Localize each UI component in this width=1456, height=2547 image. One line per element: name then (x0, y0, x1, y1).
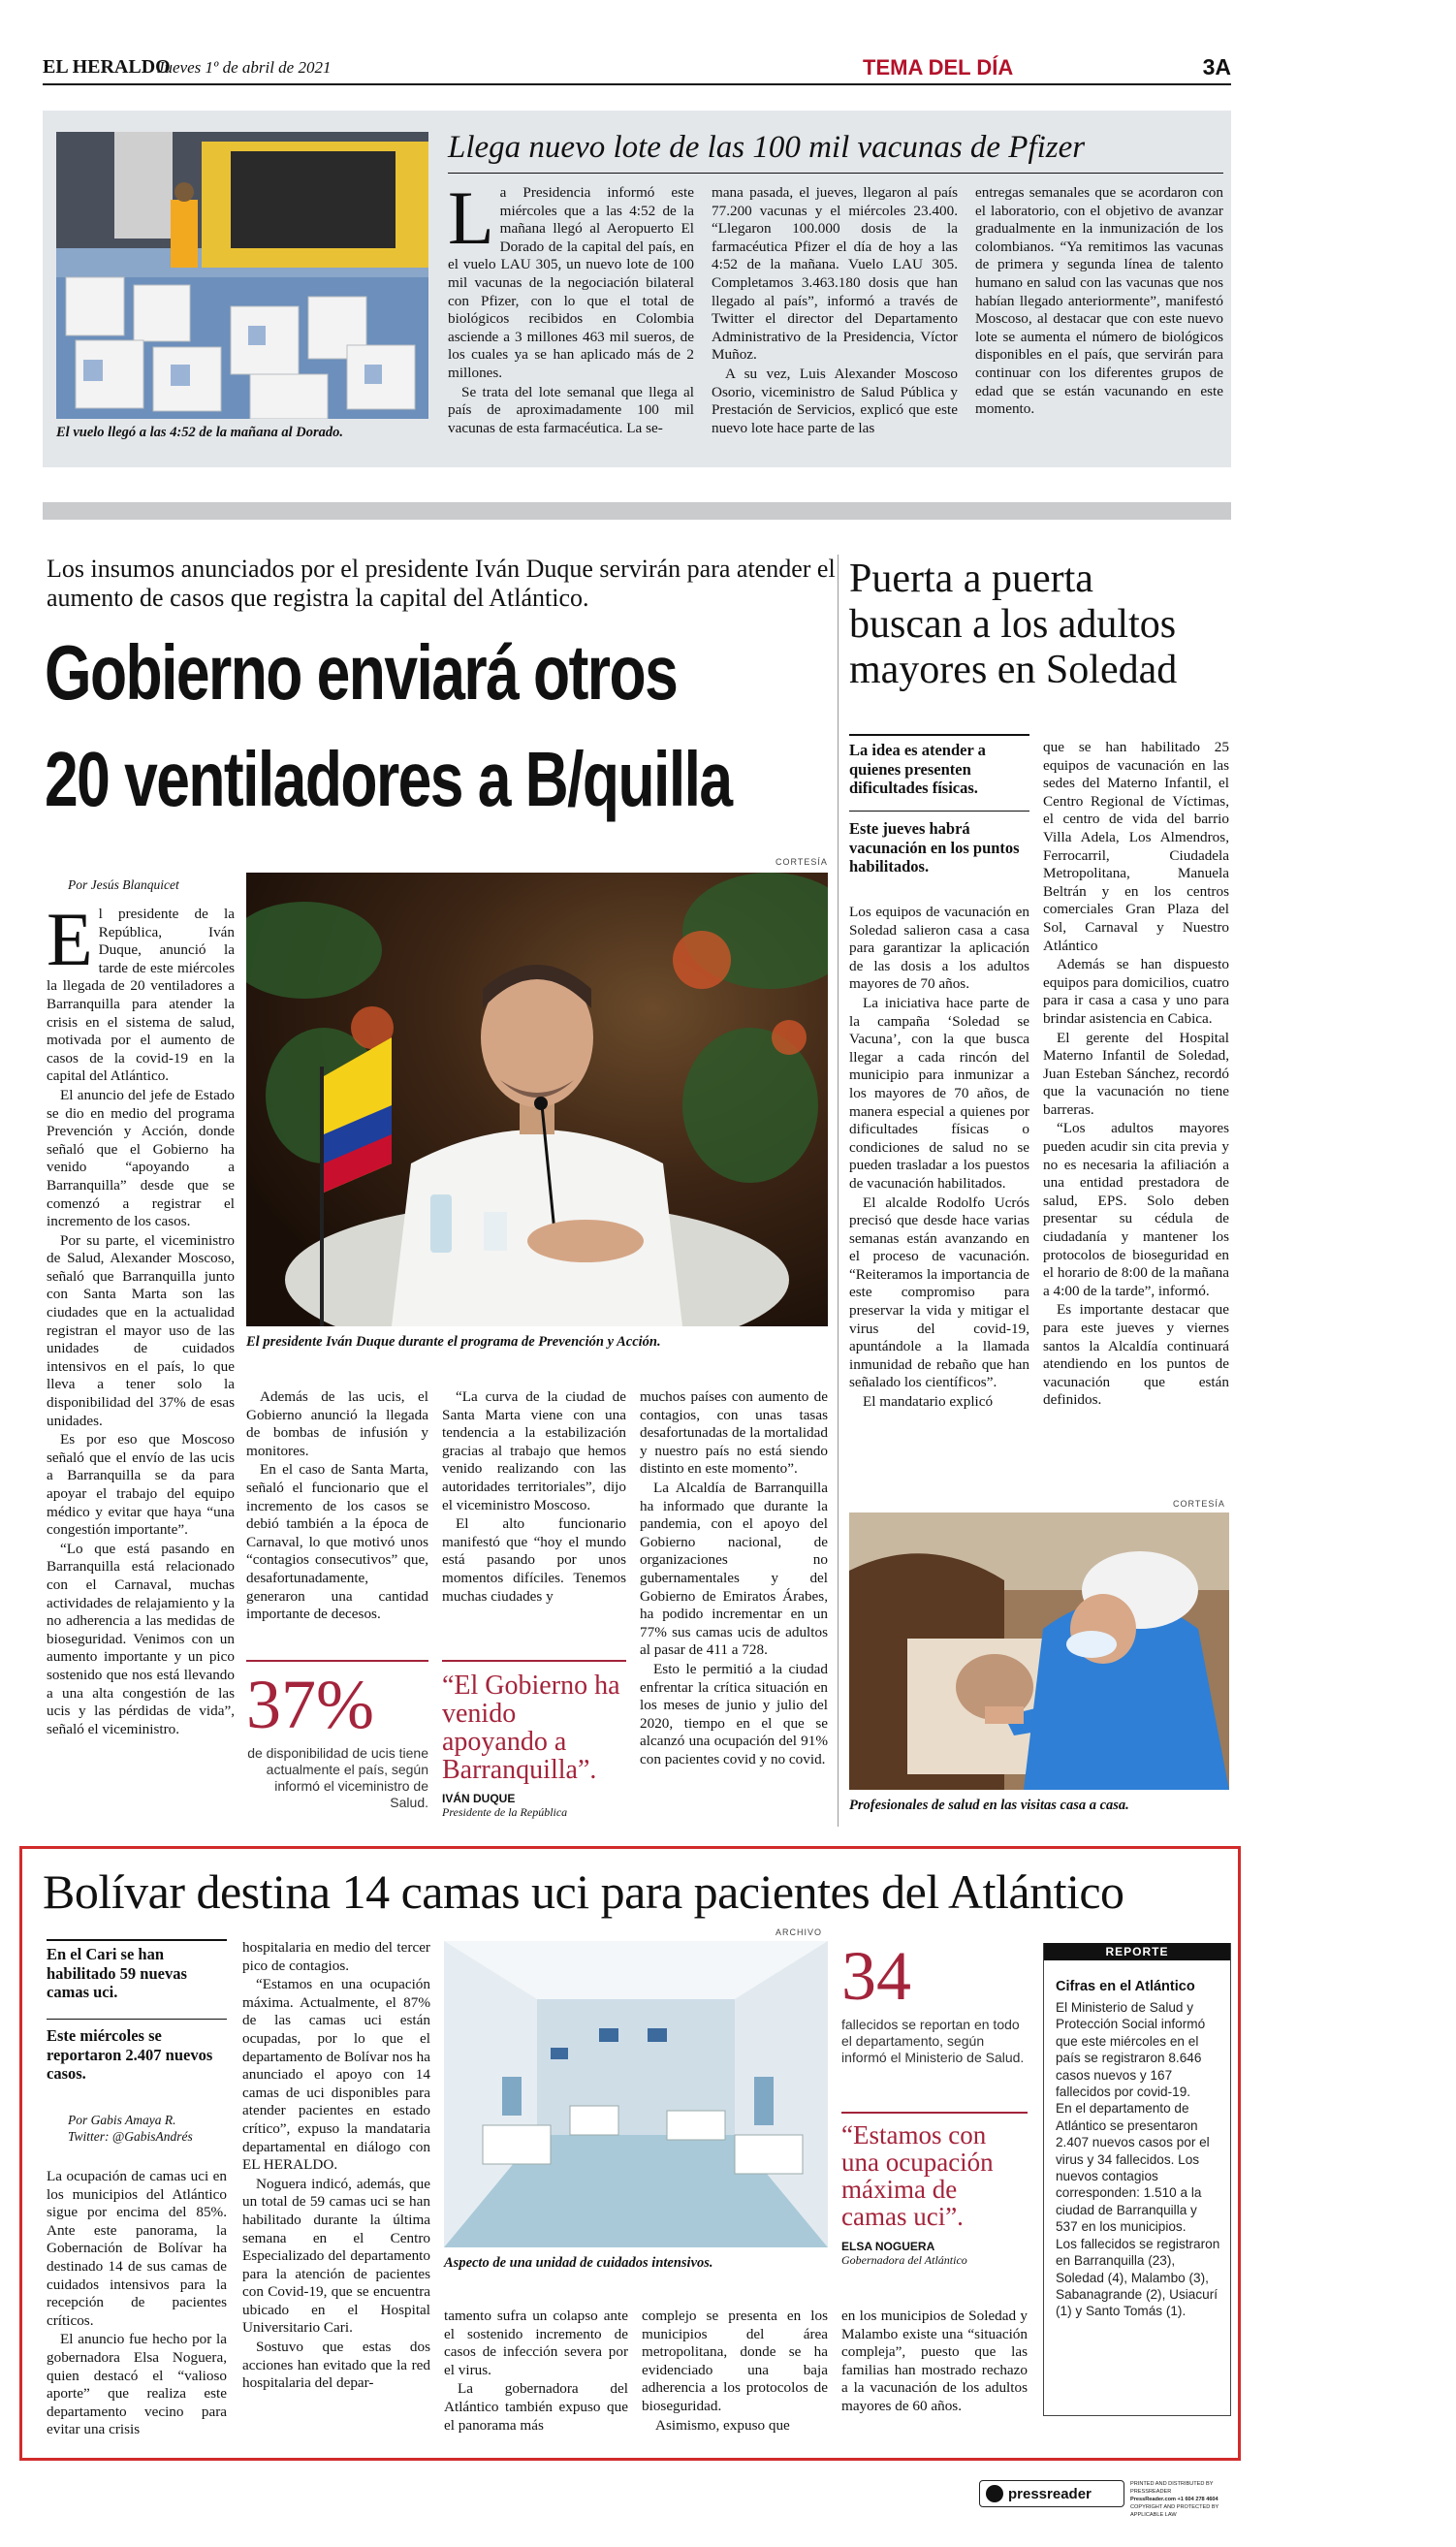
bolivar-byline (68, 2112, 193, 2145)
main-headline-line1: Gobierno enviará otros (45, 629, 678, 716)
section-title: TEMA DEL DÍA (863, 55, 1014, 80)
side-col1-p2: La iniciativa hace parte de la campaña ‘Soledad se Vacuna’, con la que busca llegar a cada rincón del municipio para inmunizar a los mayores de 70 años, de manera especial a quienes por dificultades físicas o condiciones de salud no se pueden trasladar a los puestos de vacunación habilitados. (849, 994, 1029, 1192)
main-col1-p3: Por su parte, el viceministro de Salud, Alexander Moscoso, señaló que Barranquilla junto con Santa Marta son las ciudades que en la actualidad registran el mayor uso de las unidades de cuidados intensivos en el país, lo que lleva a tener solo la disponibilidad del 37% de esas unidades. (47, 1231, 235, 1429)
side-headline-l1: Puerta a puerta (849, 557, 1093, 601)
page-number: 3A (1202, 54, 1231, 80)
bolivar-quote-box (841, 2121, 1028, 2268)
side-bullet-rule1 (849, 734, 1029, 736)
side-col1-p3: El alcalde Rodolfo Ucrós precisó que desde hace varias semanas están avanzando en el proceso de vacunación. “Reiteramos la importancia de este compromiso para preservar la vida y mitigar el virus del covid-19, apuntándole a la llamada inmunidad de rebaño que han señalado los científicos”. (849, 1194, 1029, 1391)
pressreader-legal (1130, 2480, 1241, 2519)
side-col2-p2: Además se han dispuesto equipos para domicilios, cuatro para ir casa a casa y uno para brindar asistencia en Cabica. (1043, 956, 1229, 1027)
main-stat-text: de disponibilidad de ucis tiene actualmente el país, según informó el viceministro de Salud. (247, 1745, 428, 1810)
main-caption: El presidente Iván Duque durante el programa de Prevención y Acción. (246, 1334, 661, 1350)
main-stat-rule (246, 1660, 428, 1662)
report-label: REPORTE (1044, 1943, 1230, 1960)
bolivar-col3 (444, 2308, 628, 2435)
bolivar-quote-rule (841, 2112, 1028, 2114)
top-col1-p2: Se trata del lote semanal que llega al país de aproximadamente 100 mil vacunas de esta farmacéutica. La se- (448, 383, 694, 436)
bolivar-col4 (642, 2308, 828, 2435)
bolivar-byline-name: Por Gabis Amaya R. (68, 2113, 176, 2127)
pressreader-line2: PressReader.com +1 604 278 4604 (1130, 2497, 1219, 2502)
main-quote-rule (442, 1660, 626, 1662)
pressreader-line1: PRINTED AND DISTRIBUTED BY PRESSREADER (1130, 2481, 1214, 2495)
report-p2: En el departamento de Atlántico se presentaron 2.407 nuevos casos por el virus y 34 fallecidos. Los nuevos contagios corresponden: 1.510 a la ciudad de Barranquilla y 537 en los municipios. (1056, 2101, 1210, 2235)
side-col2 (1043, 739, 1229, 1410)
issue-date: Jueves 1º de abril de 2021 (157, 58, 332, 77)
pressreader-brand: pressreader (1008, 2485, 1092, 2502)
bolivar-bullet-rule1 (47, 1939, 227, 1941)
report-box (1043, 1943, 1231, 2416)
side-col2-p4: “Los adultos mayores pueden acudir sin cita previa y no es necesaria la afiliación a una entidad prestadora de salud, EPS. Solo deben presentar su cédula de ciudadanía y mantener los protocolos de bioseguridad en el horario de 8:00 de la mañana a 4:00 de la tarde”, informó. (1043, 1120, 1229, 1299)
bolivar-stat-box (841, 1939, 1028, 2066)
bolivar-col3-p1: tamento sufra un colapso ante el sostenido incremento de casos de infección severa por el virus. (444, 2308, 628, 2378)
top-col3-p1: entregas semanales que se acordaron con el laboratorio, con el objetivo de avanzar gradualmente en la inmunización de los colombianos. “Ya remitimos las vacunas de primera y segunda línea de talento humano en salud con las vacunas que nos habían llegado anteriormente”, manifestó Moscoso, al destacar que con este nuevo lote se aumenta el número de biológicos disponibles en el país, que servirán para continuar con los diferentes grupos de edad que se están vacunando en este momento. (975, 184, 1223, 418)
bolivar-quote-text: “Estamos con una ocupación máxima de camas uci”. (841, 2120, 994, 2231)
pressreader-logo (979, 2480, 1124, 2507)
side-col2-p3: El gerente del Hospital Materno Infantil de Soledad, Juan Esteban Sánchez, recordó que la vacunación no tiene barreras. (1043, 1029, 1229, 1118)
main-stat-value: 37% (246, 1666, 374, 1743)
report-body (1056, 1999, 1222, 2320)
bolivar-photo-credit: ARCHIVO (775, 1927, 823, 1937)
side-col1-p1: Los equipos de vacunación en Soledad salieron casa a casa para garantizar la aplicación de las dosis a los adultos mayores de 70 años. (849, 904, 1029, 993)
bolivar-bullet-rule2 (47, 2019, 227, 2020)
main-quote-box (442, 1660, 626, 1820)
main-col1-p5: “Lo que está pasando en Barranquilla está relacionado con el Carnaval, muchas actividades de relajamiento y la no adherencia a las medidas de bioseguridad. Venimos con un aumento importante y un pico sostenido que nos está llevando a una alta congestión de las ucis y las pérdidas de vida”, señaló el viceministro. (47, 1540, 235, 1737)
side-photo (849, 1512, 1229, 1790)
main-col2-p1: Además de las ucis, el Gobierno anunció la llegada de bombas de infusión y monitores. (246, 1388, 428, 1459)
side-bullet2: Este jueves habrá vacunación en los puntos habilitados. (849, 819, 1020, 876)
bolivar-stat-text: fallecidos se reportan en todo el departamento, según informó el Ministerio de Salud. (841, 2017, 1025, 2065)
main-photo-credit: CORTESÍA (775, 857, 828, 867)
main-col4-p3: Esto le permitió a la ciudad enfrentar la crítica situación en los meses de junio y julio del 2020, tiempo en el que se alcanzó una ocupación del 91% con pacientes covid y no covid. (640, 1660, 828, 1767)
main-col3-p2: El alto funcionario manifestó que “hoy el mundo está pasando por unos momentos difíciles. Tenemos muchas ciudades y (442, 1515, 626, 1605)
top-headline-rule (448, 173, 1223, 174)
main-col3-p1: “La curva de la ciudad de Santa Marta viene con una tendencia a la estabilización gracias al trabajo que hemos venido realizando con las autoridades territoriales”, dijo el viceministro Moscoso. (442, 1388, 626, 1513)
bolivar-col1-p2: El anuncio fue hecho por la gobernadora Elsa Noguera, quien destacó el “valioso aporte” que realiza este departamento vecino para evitar una crisis (47, 2331, 227, 2438)
top-col2-p1: mana pasada, el jueves, llegaron al país 77.200 vacunas y el miércoles 23.400. “Llegaron 100.000 dosis de la farmacéutica Pfizer el día de hoy a las 4:52 de la mañana. Vuelo LAU 305. Completamos 3.463.180 dosis que han llegado al país”, informó a través de Twitter el director del Departamento Administrativo de la Presidencia, Víctor Muñoz. (712, 184, 958, 364)
main-col1-p4: Es por eso que Moscoso señaló que el envío de las ucis a Barranquilla se da para apoyar el trabajo del equipo médico y evitar que haya “una congestión importante”. (47, 1431, 235, 1539)
pressreader-footer (979, 2476, 1241, 2518)
bolivar-bullet2: Este miércoles se reportaron 2.407 nuevos casos. (47, 2026, 213, 2083)
bolivar-col4-p1: complejo se presenta en los municipios del área metropolitana, donde se ha evidenciado una baja adherencia a los protocolos de bioseguridad. (642, 2308, 828, 2414)
side-bullet-rule2 (849, 811, 1029, 812)
report-title: Cifras en el Atlántico (1056, 1979, 1195, 1994)
side-photo-credit: CORTESÍA (1173, 1499, 1225, 1509)
side-headline-l2: buscan a los adultos (849, 602, 1177, 647)
main-col3 (442, 1388, 626, 1606)
bolivar-col2-p2: “Estamos en una ocupación máxima. Actualmente, el 87% de las camas uci están ocupadas, por lo que el departamento de Bolívar nos ha anunciado el apoyo con 14 camas de uci disponibles para atender pacientes en estado crítico”, expuso la mandataria departamental en diálogo con EL HERALDO. (242, 1976, 430, 2174)
pressreader-icon (986, 2485, 1003, 2502)
top-col1-p1: a Presidencia informó este miércoles que a las 4:52 de la mañana llegó al Aeropuerto El Dorado de la capital del país, en el vuelo LAU 305, un nuevo lote de 100 mil vacunas de la negociación bilateral con Pfizer, con lo que el total de biológicos recibidos en Colombia asciende a 3 millones 463 mil sueros, de los cuales ya se han aplicado más de 2 millones. (448, 184, 694, 381)
side-caption: Profesionales de salud en las visitas casa a casa. (849, 1798, 1129, 1813)
main-quote-text: “El Gobierno ha venido apoyando a Barranquilla”. (442, 1671, 620, 1785)
side-col2-p1: que se han habilitado 25 equipos de vacunación en las sedes del Materno Infantil, el Centro Regional de Víctimas, el centro de vida del barrio Villa Adela, Los Almendros, Ferrocarril, Ciudadela Metropolitana, Manuela Beltrán y en los centros comerciales Gran Plaza del Sol, Carnaval y Nuestro Atlántico (1043, 739, 1229, 954)
bolivar-col3-p2: La gobernadora del Atlántico también expuso que el panorama más (444, 2380, 628, 2434)
top-story-col1 (448, 175, 694, 437)
main-col4-p2: La Alcaldía de Barranquilla ha informado que durante la pandemia, con el apoyo del Gobierno nacional, de organizaciones no gubernamentales y del Gobierno de Emiratos Árabes, ha podido incrementar en un 77% sus camas ucis de adultos al pasar de 411 a 728. (640, 1479, 828, 1659)
main-headline-line2: 20 ventiladores a B/quilla (45, 736, 732, 822)
main-col1 (47, 897, 235, 1738)
page-header (43, 54, 1231, 83)
bolivar-col2-p1: hospitalaria en medio del tercer pico de contagios. (242, 1939, 430, 1974)
side-headline (849, 557, 1231, 693)
report-p3: Los fallecidos se registraron en Barranquilla (23), Soledad (4), Malambo (3), Sabanagrande (2), Usiacurí (1) y Santo Tomás (1). (1056, 2236, 1220, 2319)
bolivar-quote-role: Gobernadora del Atlántico (841, 2253, 967, 2267)
header-rule (43, 83, 1231, 85)
top-col2-p2: A su vez, Luis Alexander Moscoso Osorio, viceministro de Salud Pública y Prestación de Servicios, explicó que este nuevo lote hace parte de las (712, 365, 958, 436)
main-stat-box (246, 1660, 428, 1811)
bolivar-col2 (242, 1939, 430, 2393)
section-band (43, 502, 1231, 520)
bolivar-col2-p3: Noguera indicó, además, que un total de 59 camas uci se han habilitado durante la última semana en el Centro Especializado del departamento para la atención de pacientes con Covid-19, que se encuentra ubicado en el Hospital Universitario Cari. (242, 2175, 430, 2337)
bolivar-photo (444, 1941, 828, 2247)
report-p1: El Ministerio de Salud y Protección Social informó que este miércoles en el país se registraron 8.646 casos nuevos y 167 fallecidos por covid-19. (1056, 2000, 1206, 2100)
paper-name: EL HERALDO (43, 56, 171, 78)
main-quote-author: IVÁN DUQUE (442, 1792, 516, 1805)
main-col2-p2: En el caso de Santa Marta, señaló el funcionario que el incremento de los casos se debió también a la época de Carnaval, lo que motivó unos “contagios consecutivos” que, desafortunadamente, generaron una cantidad importante de decesos. (246, 1461, 428, 1623)
bolivar-col5-p1: en los municipios de Soledad y Malambo existe una “situación compleja”, puesto que las familias han mostrado rechazo a la vacunación de los adultos mayores de 60 años. (841, 2308, 1028, 2414)
side-col2-p5: Es importante destacar que para este jueves y viernes santos la Alcaldía continuará atendiendo en los puntos de vacunación que están definidos. (1043, 1301, 1229, 1409)
main-dropcap: E (47, 897, 93, 981)
bolivar-col1-p1: La ocupación de camas uci en los municipios del Atlántico sigue por encima del 85%. Ante este panorama, la Gobernación de Bolívar ha destinado 14 de sus camas de cuidados intensivos para la recepción de pacientes críticos. (47, 2168, 227, 2329)
side-bullet1: La idea es atender a quienes presenten dificultades físicas. (849, 741, 986, 797)
top-story-col3 (975, 184, 1223, 419)
bolivar-quote-author: ELSA NOGUERA (841, 2240, 935, 2253)
pressreader-line3: COPYRIGHT AND PROTECTED BY APPLICABLE LAW (1130, 2504, 1219, 2518)
bolivar-col4-p2: Asimismo, expuso que (655, 2416, 790, 2434)
main-col4-p1: muchos países con aumento de contagios, con unas tasas desafortunadas de la mortalidad y nuestro país no está siendo distinto en este momento”. (640, 1388, 828, 1478)
bolivar-bullet1: En el Cari se han habilitado 59 nuevas camas uci. (47, 1945, 187, 2001)
bolivar-stat-value: 34 (841, 1937, 911, 2015)
top-story-headline: Llega nuevo lote de las 100 mil vacunas de Pfizer (448, 130, 1086, 165)
main-col1-p2: El anuncio del jefe de Estado se dio en medio del programa Prevención y Acción, donde señaló que el Gobierno ha venido “apoyando a Barranquilla” desde que se comenzó a registrar el incremento de los casos. (47, 1086, 235, 1230)
top-story-col2 (712, 184, 958, 437)
side-headline-l3: mayores en Soledad (849, 648, 1178, 692)
bolivar-caption: Aspecto de una unidad de cuidados intensivos. (444, 2255, 713, 2271)
side-col1 (849, 904, 1029, 1412)
main-byline (68, 877, 179, 893)
main-col4 (640, 1388, 828, 1768)
main-quote-role: Presidente de la República (442, 1805, 568, 1819)
main-col1-p1: l presidente de la República, Iván Duque, anunció la tarde de este miércoles la llegada de 20 ventiladores a Barranquilla para atender la crisis en el sistema de salud, motivada por el aumento de casos de la covid-19 en la capital del Atlántico. (47, 906, 235, 1085)
top-story-photo (56, 132, 428, 419)
top-story-caption: El vuelo llegó a las 4:52 de la mañana al Dorado. (56, 425, 344, 440)
bolivar-col1 (47, 2168, 227, 2439)
side-col1-p4: El mandatario explicó (863, 1393, 994, 1411)
bolivar-byline-twitter: Twitter: @GabisAndrés (68, 2129, 193, 2144)
bolivar-col5 (841, 2308, 1028, 2416)
bolivar-col2-p4: Sostuvo que estas dos acciones han evitado que la red hospitalaria del depar- (242, 2339, 430, 2392)
top-dropcap: L (448, 175, 494, 260)
main-kicker: Los insumos anunciados por el presidente Iván Duque servirán para atender el aumento de casos que registra la capital del Atlántico. (47, 555, 836, 612)
main-side-divider (838, 555, 839, 1827)
main-col2 (246, 1388, 428, 1624)
main-photo (246, 873, 828, 1326)
main-byline-text: Por Jesús Blanquicet (68, 877, 179, 892)
bolivar-headline: Bolívar destina 14 camas uci para pacientes del Atlántico (43, 1864, 1124, 1919)
